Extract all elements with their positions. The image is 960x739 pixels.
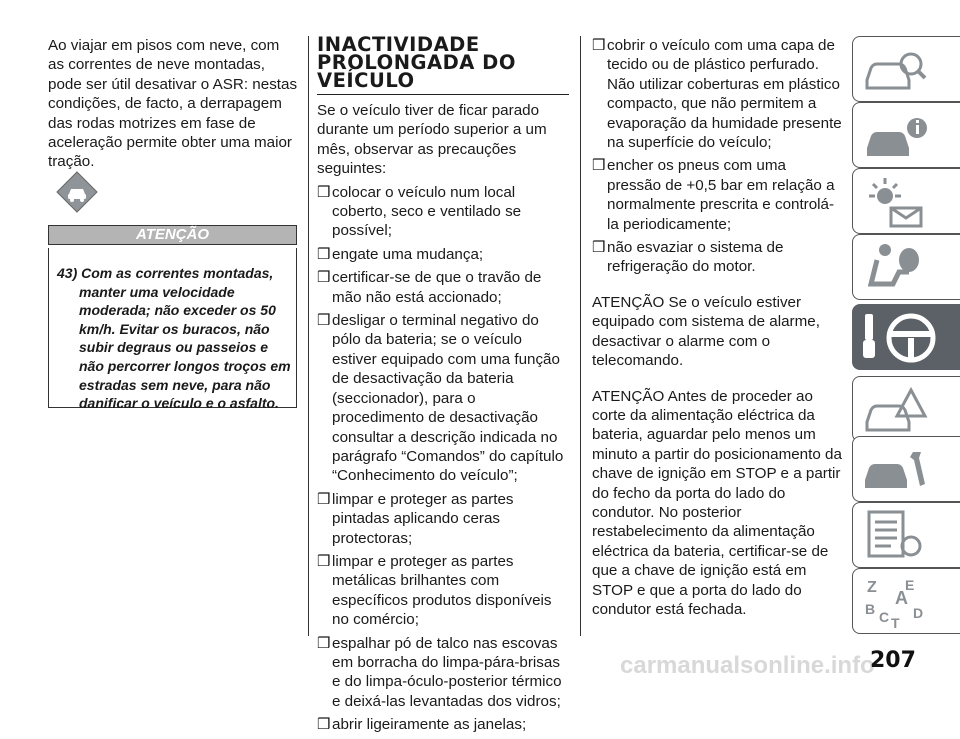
list-item	[317, 268, 569, 307]
tab-technical-data[interactable]	[852, 502, 960, 568]
checkbox-bullet-icon: ❒	[317, 552, 331, 570]
list-item	[317, 552, 569, 630]
car-search-icon	[861, 42, 931, 98]
list-item-text: espalhar pó de talco nas escovas em borracha do limpa-pára-brisas e do limpa-óculo-posterior térmico e deixá-las levantadas dos vidros;	[332, 634, 562, 710]
battery-note: ATENÇÃO Antes de proceder ao corte da alimentação eléctrica da bateria, aguardar pelo menos um minuto a partir do posicionamento da chave de ignição em STOP e a partir do fecho da porta do lado do condutor. No posterior restabelecimento da alimentação eléctrica da bateria, certificar-se de que a chave de ignição está em STOP e que a porta do lado do condutor está fechada.	[592, 387, 842, 618]
left-column	[48, 36, 298, 172]
list-item-text: desligar o terminal negativo do pólo da bateria; se o veículo estiver equipado com uma função de desactivação da bateria (seccionador), para o procedimento de desactivação consultar a descrição indicada no parágrafo “Comandos” do capítulo “Conhecimento do veículo”;	[332, 312, 564, 485]
svg-text:D: D	[913, 605, 924, 621]
heading-line: INACTIVIDADE	[317, 33, 480, 56]
list-item	[592, 36, 842, 152]
warning-box	[48, 248, 297, 412]
checkbox-bullet-icon: ❒	[317, 312, 331, 330]
list-item	[592, 156, 842, 234]
column-divider	[580, 36, 581, 636]
precautions-list	[317, 183, 569, 735]
car-info-icon	[861, 108, 931, 164]
list-item-text: limpar e proteger as partes metálicas brilhantes com específicos produtos disponíveis no comércio;	[332, 552, 552, 629]
tab-index[interactable]	[852, 568, 960, 634]
warning-body: manter uma velocidade moderada; não exceder os 50 km/h. Evitar os buracos, não subir degraus ou passeios e não percorrer longos troços em estradas sem neve, para não danificar o veículo e o asfalto.	[79, 283, 291, 412]
list-item-text: cobrir o veículo com uma capa de tecido ou de plástico perfurado. Não utilizar coberturas em plástico compacto, que não permitem a evaporação da humidade presente na superfície do veículo;	[607, 37, 842, 152]
section-heading	[317, 33, 569, 95]
svg-text:A: A	[895, 588, 908, 608]
checkbox-bullet-icon: ❒	[592, 157, 606, 175]
emergency-triangle-icon	[861, 382, 931, 438]
tab-warning-lights[interactable]	[852, 168, 960, 234]
snow-chains-paragraph: Ao viajar em pisos com neve, com as correntes de neve montadas, pode ser útil desativar o ASR: nestas condições, de facto, a derrapagem das rodas motrizes em fase de aceleração permite obter uma maior tração.	[48, 37, 298, 171]
tab-car-search[interactable]	[852, 36, 960, 102]
checkbox-bullet-icon: ❒	[317, 245, 331, 263]
checkbox-bullet-icon: ❒	[592, 239, 606, 257]
list-item-text: certificar-se de que o travão de mão não está accionado;	[332, 269, 542, 306]
list-item-text: colocar o veículo num local coberto, seco e ventilado se possível;	[332, 183, 522, 240]
attention-title: ATENÇÃO	[48, 225, 297, 245]
tab-airbag-seat[interactable]	[852, 234, 960, 300]
alarm-note: ATENÇÃO Se o veículo estiver equipado com sistema de alarme, desactivar o alarme com o telecomando.	[592, 293, 820, 370]
svg-text:Z: Z	[867, 579, 877, 596]
warning-first-line: 43) Com as correntes montadas,	[57, 265, 274, 281]
slippery-road-warning-icon	[55, 170, 99, 214]
alphabetical-index-icon	[861, 574, 931, 630]
checkbox-bullet-icon: ❒	[317, 634, 331, 652]
list-item	[317, 490, 569, 548]
car-wrench-icon	[861, 442, 931, 498]
list-item	[592, 238, 842, 277]
right-column	[592, 36, 842, 619]
warning-text	[57, 264, 292, 413]
section-intro: Se o veículo tiver de ficar parado durante um período superior a um mês, observar as precauções seguintes:	[317, 102, 547, 178]
heading-line: PROLONGADA DO	[317, 51, 516, 74]
list-item	[317, 183, 569, 241]
svg-text:E: E	[905, 577, 915, 593]
checkbox-bullet-icon: ❒	[317, 269, 331, 287]
list-item	[317, 245, 569, 264]
tab-emergency[interactable]	[852, 376, 960, 442]
specifications-list-icon	[861, 508, 931, 564]
list-item	[317, 634, 569, 712]
tab-car-info[interactable]	[852, 102, 960, 168]
svg-text:T: T	[891, 615, 900, 630]
list-item	[317, 311, 569, 486]
checkbox-bullet-icon: ❒	[592, 37, 606, 54]
page-number: 207	[870, 648, 916, 673]
list-item-text: abrir ligeiramente as janelas;	[332, 716, 527, 734]
list-item-text: não esvaziar o sistema de refrigeração do motor.	[607, 239, 784, 276]
key-steering-wheel-icon	[861, 310, 951, 366]
svg-text:C: C	[879, 609, 890, 625]
svg-text:B: B	[865, 601, 876, 617]
tab-maintenance[interactable]	[852, 436, 960, 502]
tab-starting-driving[interactable]	[852, 304, 960, 370]
list-item-text: engate uma mudança;	[332, 245, 484, 263]
checkbox-bullet-icon: ❒	[317, 490, 331, 508]
checkbox-bullet-icon: ❒	[317, 183, 331, 201]
middle-column	[317, 33, 569, 739]
list-item-text: limpar e proteger as partes pintadas aplicando ceras protectoras;	[332, 490, 514, 547]
column-divider	[308, 36, 309, 636]
list-item-text: encher os pneus com uma pressão de +0,5 bar em relação a normalmente prescrita e controlá-la periodicamente;	[607, 157, 835, 233]
watermark: carmanualsonline.info	[620, 652, 875, 679]
airbag-seat-icon	[861, 240, 931, 296]
checkbox-bullet-icon: ❒	[317, 716, 331, 734]
heading-line: VEÍCULO	[317, 69, 415, 92]
warning-lights-icon	[861, 174, 931, 230]
list-item	[317, 715, 569, 734]
